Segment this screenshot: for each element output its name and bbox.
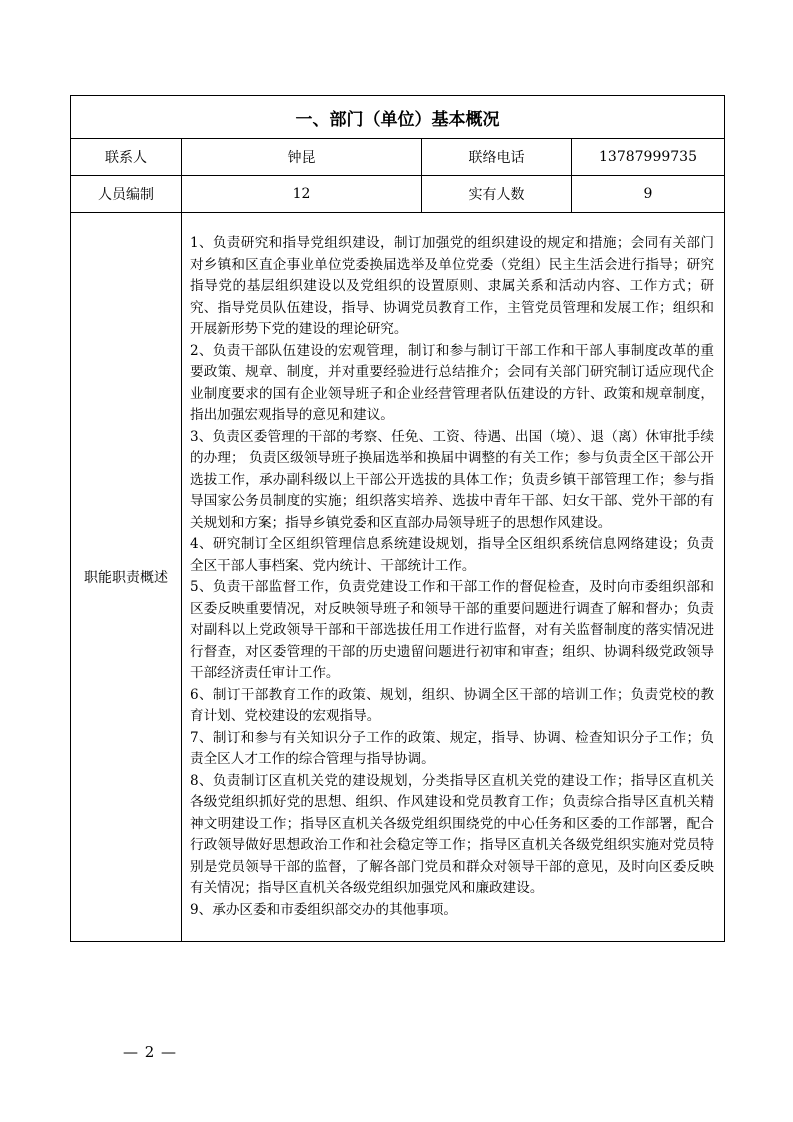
page-number: — 2 — [122, 1043, 178, 1061]
duties-label: 职能职责概述 [71, 213, 182, 942]
basic-info-table [70, 95, 725, 942]
duty-item-7: 7、制订和参与有关知识分子工作的政策、规定，指导、协调、检查知识分子工作；负责全区人才工作的综合管理与指导协调。 [190, 729, 714, 767]
contact-person-value: 钟昆 [182, 139, 422, 176]
duty-item-8: 8、负责制订区直机关党的建设规划，分类指导区直机关党的建设工作；指导区直机关各级党组织抓好党的思想、组织、作风建设和党员教育工作；负责综合指导区直机关精神文明建设工作；指导区直机关各级党组织围绕党的中心任务和区委的工作部署，配合行政领导做好思想政治工作和社会稳定等工作；指导区直机关各级党组织实施对党员特别是党员领导干部的监督，了解各部门党员和群众对领导干部的意见，及时向区委反映有关情况；指导区直机关各级党组织加强党风和廉政建设。 [190, 772, 714, 896]
staff-quota-value: 12 [182, 176, 422, 213]
contact-row [71, 139, 725, 176]
title-row [71, 96, 725, 139]
staff-actual-label: 实有人数 [422, 176, 572, 213]
contact-phone-label: 联络电话 [422, 139, 572, 176]
duties-content [182, 213, 725, 942]
duty-item-9: 9、承办区委和市委组织部交办的其他事项。 [190, 901, 457, 918]
staff-actual-value: 9 [572, 176, 725, 213]
duty-item-4: 4、研究制订全区组织管理信息系统建设规划，指导全区组织系统信息网络建设；负责全区干部人事档案、党内统计、干部统计工作。 [190, 536, 714, 574]
table-title: 一、部门（单位）基本概况 [71, 96, 725, 139]
duty-item-5: 5、负责干部监督工作，负责党建设工作和干部工作的督促检查，及时向市委组织部和区委反映重要情况，对反映领导班子和领导干部的重要问题进行调查了解和督办；负责对副科以上党政领导干部和干部选拔任用工作进行监督，对有关监督制度的落实情况进行督查，对区委管理的干部的历史遗留问题进行初审和审查；组织、协调科级党政领导干部经济责任审计工作。 [190, 579, 714, 681]
contact-person-label: 联系人 [71, 139, 182, 176]
duties-row [71, 213, 725, 942]
contact-phone-value: 13787999735 [572, 139, 725, 176]
duty-item-2: 2、负责干部队伍建设的宏观管理，制订和参与制订干部工作和干部人事制度改革的重要政策、规章、制度，并对重要经验进行总结推介；会同有关部门研究制订适应现代企业制度要求的国有企业领导班子和企业经营管理者队伍建设的方针、政策和规章制度，指出加强宏观指导的意见和建议。 [190, 342, 714, 423]
staff-row [71, 176, 725, 213]
duty-item-1: 1、负责研究和指导党组织建设，制订加强党的组织建设的规定和措施；会同有关部门对乡镇和区直企事业单位党委换届选举及单位党委（党组）民主生活会进行指导；研究指导党的基层组织建设以及党组织的设置原则、隶属关系和活动内容、工作方式；研究、指导党员队伍建设，指导、协调党员教育工作，主管党员管理和发展工作；组织和开展新形势下党的建设的理论研究。 [190, 235, 714, 337]
duty-item-3: 3、负责区委管理的干部的考察、任免、工资、待遇、出国（境）、退（离）休审批手续的办理； 负责区级领导班子换届选举和换届中调整的有关工作；参与负责全区干部公开选拔工作，承办副科级以上干部公开选拔的具体工作；负责乡镇干部管理工作；参与指导国家公务员制度的实施；组织落实培养、选拔中青年干部、妇女干部、党外干部的有关规划和方案；指导乡镇党委和区直部办局领导班子的思想作风建设。 [190, 428, 714, 531]
staff-quota-label: 人员编制 [71, 176, 182, 213]
duty-item-6: 6、制订干部教育工作的政策、规划，组织、协调全区干部的培训工作；负责党校的教育计划、党校建设的宏观指导。 [190, 686, 714, 724]
